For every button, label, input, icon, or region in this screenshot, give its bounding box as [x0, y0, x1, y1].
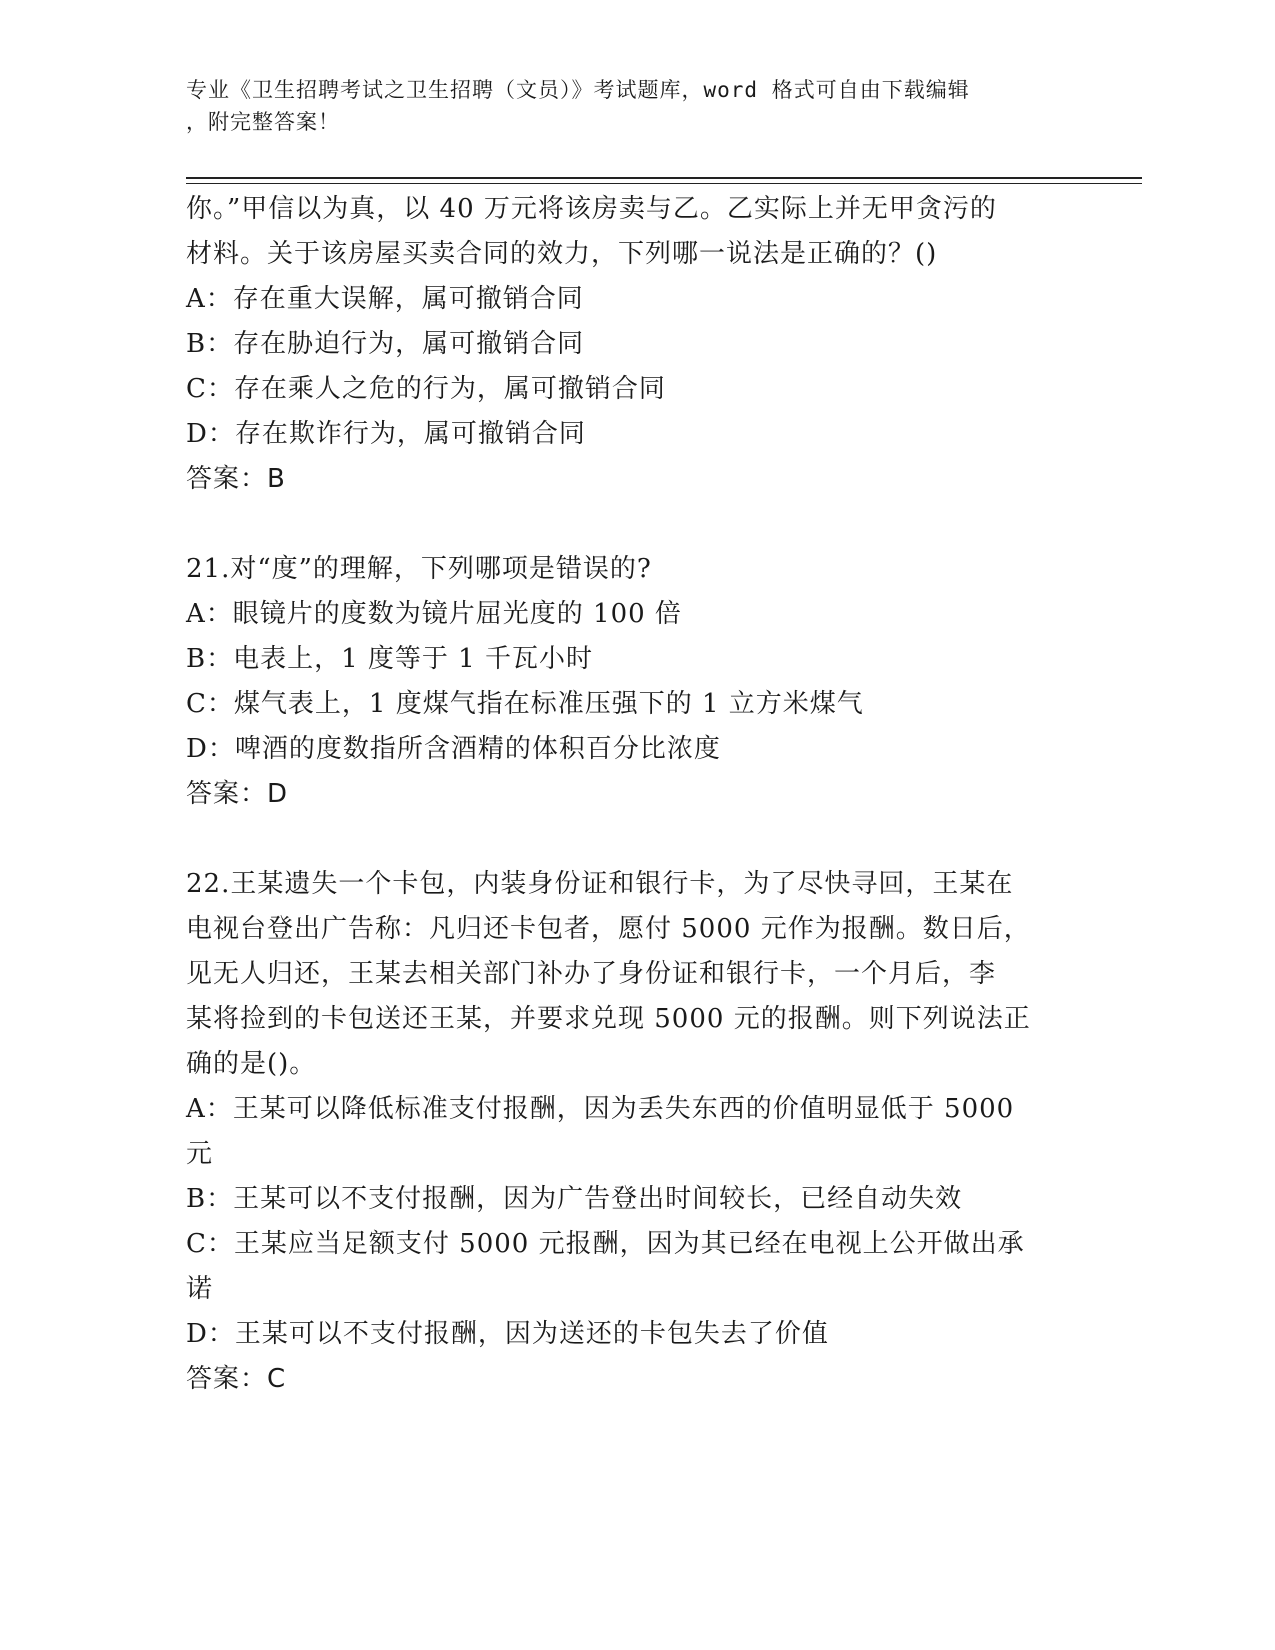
page-header	[186, 74, 1066, 138]
header-line-1: 专业《卫生招聘考试之卫生招聘（文员）》考试题库，word 格式可自由下载编辑	[186, 78, 970, 102]
question-spacer	[186, 817, 1086, 862]
answer-label: 答案：C	[186, 1364, 287, 1394]
question-stem-line: 你。”甲信以为真，以 40 万元将该房卖与乙。乙实际上并无甲贪污的	[186, 194, 997, 224]
option-d: D：啤酒的度数指所含酒精的体积百分比浓度	[186, 734, 721, 764]
option-d: D：存在欺诈行为，属可撤销合同	[186, 419, 586, 449]
option-a: A：存在重大误解，属可撤销合同	[186, 284, 584, 314]
option-b: B：王某可以不支付报酬，因为广告登出时间较长，已经自动失效	[186, 1184, 963, 1214]
header-divider	[186, 177, 1142, 184]
answer-label: 答案：D	[186, 779, 289, 809]
question-spacer	[186, 502, 1086, 547]
question-stem-line: 见无人归还，王某去相关部门补办了身份证和银行卡，一个月后，李	[186, 959, 997, 989]
question-stem-line: 确的是()。	[186, 1049, 317, 1079]
question-stem-line: 电视台登出广告称：凡归还卡包者，愿付 5000 元作为报酬。数日后，	[186, 914, 1031, 944]
option-b: B：存在胁迫行为，属可撤销合同	[186, 329, 585, 359]
question-21	[186, 547, 1086, 817]
header-line-2: ，附完整答案！	[186, 110, 340, 134]
question-stem-line: 22.王某遗失一个卡包，内装身份证和银行卡，为了尽快寻回，王某在	[186, 869, 1014, 899]
option-a-continuation: 元	[186, 1139, 214, 1169]
option-d: D：王某可以不支付报酬，因为送还的卡包失去了价值	[186, 1319, 829, 1349]
option-c: C：王某应当足额支付 5000 元报酬，因为其已经在电视上公开做出承	[186, 1229, 1025, 1259]
option-b: B：电表上，1 度等于 1 千瓦小时	[186, 644, 593, 674]
option-c: C：存在乘人之危的行为，属可撤销合同	[186, 374, 666, 404]
answer-label: 答案：B	[186, 464, 286, 494]
option-a: A：眼镜片的度数为镜片屈光度的 100 倍	[186, 599, 682, 629]
option-a: A：王某可以降低标准支付报酬，因为丢失东西的价值明显低于 5000	[186, 1094, 1015, 1124]
question-stem-line: 某将捡到的卡包送还王某，并要求兑现 5000 元的报酬。则下列说法正	[186, 1004, 1031, 1034]
option-c: C：煤气表上，1 度煤气指在标准压强下的 1 立方米煤气	[186, 689, 864, 719]
option-c-continuation: 诺	[186, 1274, 214, 1304]
question-list	[186, 187, 1086, 1402]
question-stem-line: 21.对“度”的理解，下列哪项是错误的?	[186, 554, 652, 584]
question-20	[186, 187, 1086, 502]
question-stem-line: 材料。关于该房屋买卖合同的效力，下列哪一说法是正确的？()	[186, 239, 938, 269]
question-22	[186, 862, 1086, 1402]
